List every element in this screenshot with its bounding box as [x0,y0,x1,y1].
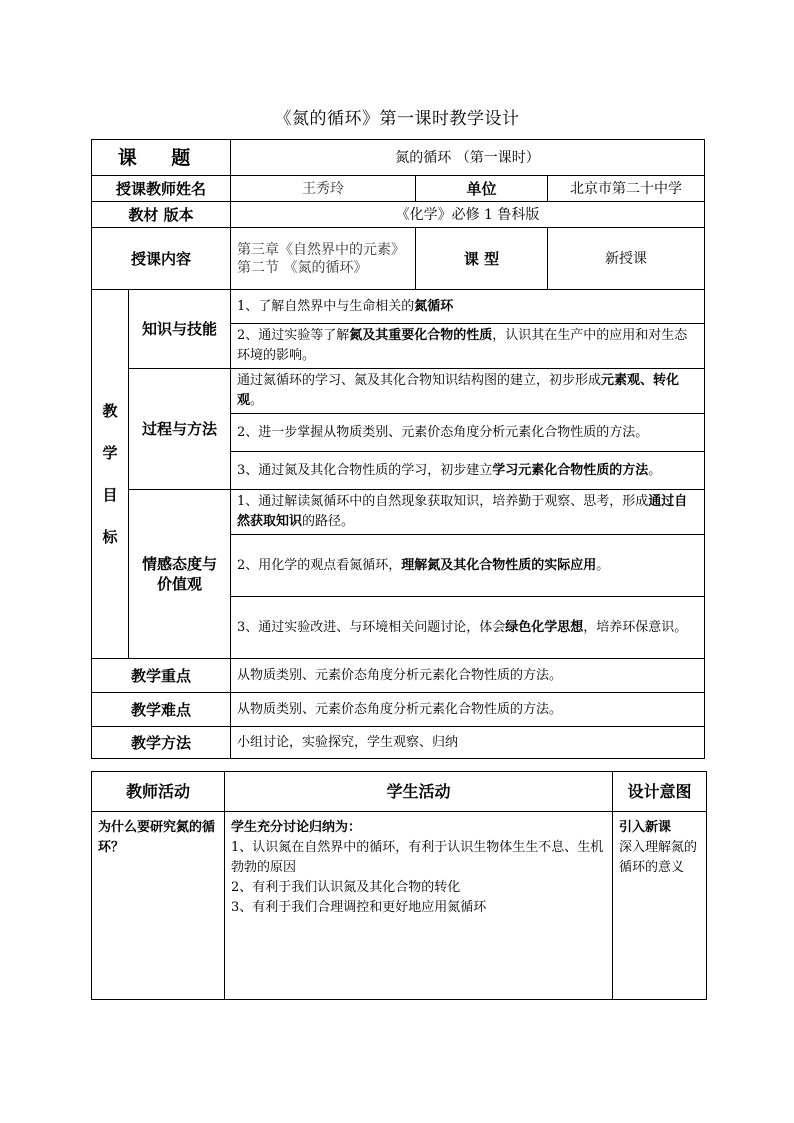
student-activity-item: 3、有利于我们合理调控和更好地应用氮循环 [231,900,487,915]
course-info-table [91,139,705,759]
method-value: 小组讨论，实验探究，学生观察、归纳 [231,727,705,759]
design-intent-text: 深入理解氮的循环的意义 [619,840,698,875]
method-label: 教学方法 [92,727,231,759]
difficulty-value: 从物质类别、元素价态角度分析元素化合物性质的方法。 [231,693,705,727]
content-label: 授课内容 [92,228,231,290]
content-value: 第三章《自然界中的元素》第二节 《氮的循环》 [231,228,416,290]
process-item: 3、通过氮及其化合物性质的学习，初步建立学习元素化合物性质的方法。 [231,452,705,490]
difficulty-label: 教学难点 [92,693,231,727]
design-intent-title: 引入新课 [619,820,672,835]
goals-label-char: 目 [102,486,118,504]
knowledge-label: 知识与技能 [129,290,231,369]
process-label: 过程与方法 [129,369,231,490]
student-activity-item: 1、认识氮在自然界中的循环，有利于认识生物体生生不息、生机勃勃的原因 [231,840,604,875]
student-activity-cell [225,812,613,1000]
teacher-activity-header: 教师活动 [92,772,225,812]
design-intent-cell [613,812,707,1000]
teacher-activity-cell: 为什么要研究氮的循环？ [92,812,225,1000]
document-title: 《氮的循环》第一课时教学设计 [274,109,520,129]
emotion-item: 3、通过实验改进、与环境相关问题讨论，体会绿色化学思想，培养环保意识。 [231,597,705,659]
goals-label-char: 学 [102,444,118,462]
textbook-label: 教材 版本 [92,202,231,228]
design-intent-header: 设计意图 [613,772,707,812]
student-activity-title: 学生充分讨论归纳为： [231,820,362,835]
key-point-label: 教学重点 [92,659,231,693]
process-item: 通过氮循环的学习、氮及其化合物知识结构图的建立，初步形成元素观、转化观。 [231,369,705,414]
emotion-item: 2、用化学的观点看氮循环，理解氮及其化合物性质的实际应用。 [231,535,705,597]
subject-label: 课 题 [92,140,231,176]
teacher-value: 王秀玲 [231,176,416,202]
knowledge-item: 2、通过实验等了解氮及其重要化合物的性质，认识其在生产中的应用和对生态环境的影响。 [231,324,705,369]
goals-label-char: 标 [102,528,118,546]
knowledge-item: 1、了解自然界中与生命相关的氮循环 [231,290,705,324]
goals-label-char: 教 [102,402,118,420]
activities-table [91,771,707,1000]
student-activity-header: 学生活动 [225,772,613,812]
subject-value: 氮的循环 （第一课时） [231,140,705,176]
teacher-label: 授课教师姓名 [92,176,231,202]
unit-value: 北京市第二十中学 [548,176,705,202]
emotion-label: 情感态度与价值观 [129,490,231,659]
type-label: 课 型 [416,228,548,290]
process-item: 2、进一步掌握从物质类别、元素价态角度分析元素化合物性质的方法。 [231,414,705,452]
goals-label [92,290,129,659]
unit-label: 单位 [416,176,548,202]
type-value: 新授课 [548,228,705,290]
student-activity-item: 2、有利于我们认识氮及其化合物的转化 [231,880,461,895]
emotion-item: 1、通过解读氮循环中的自然现象获取知识，培养勤于观察、思考，形成通过自然获取知识的路径。 [231,490,705,535]
textbook-value: 《化学》必修 1 鲁科版 [231,202,705,228]
key-point-value: 从物质类别、元素价态角度分析元素化合物性质的方法。 [231,659,705,693]
